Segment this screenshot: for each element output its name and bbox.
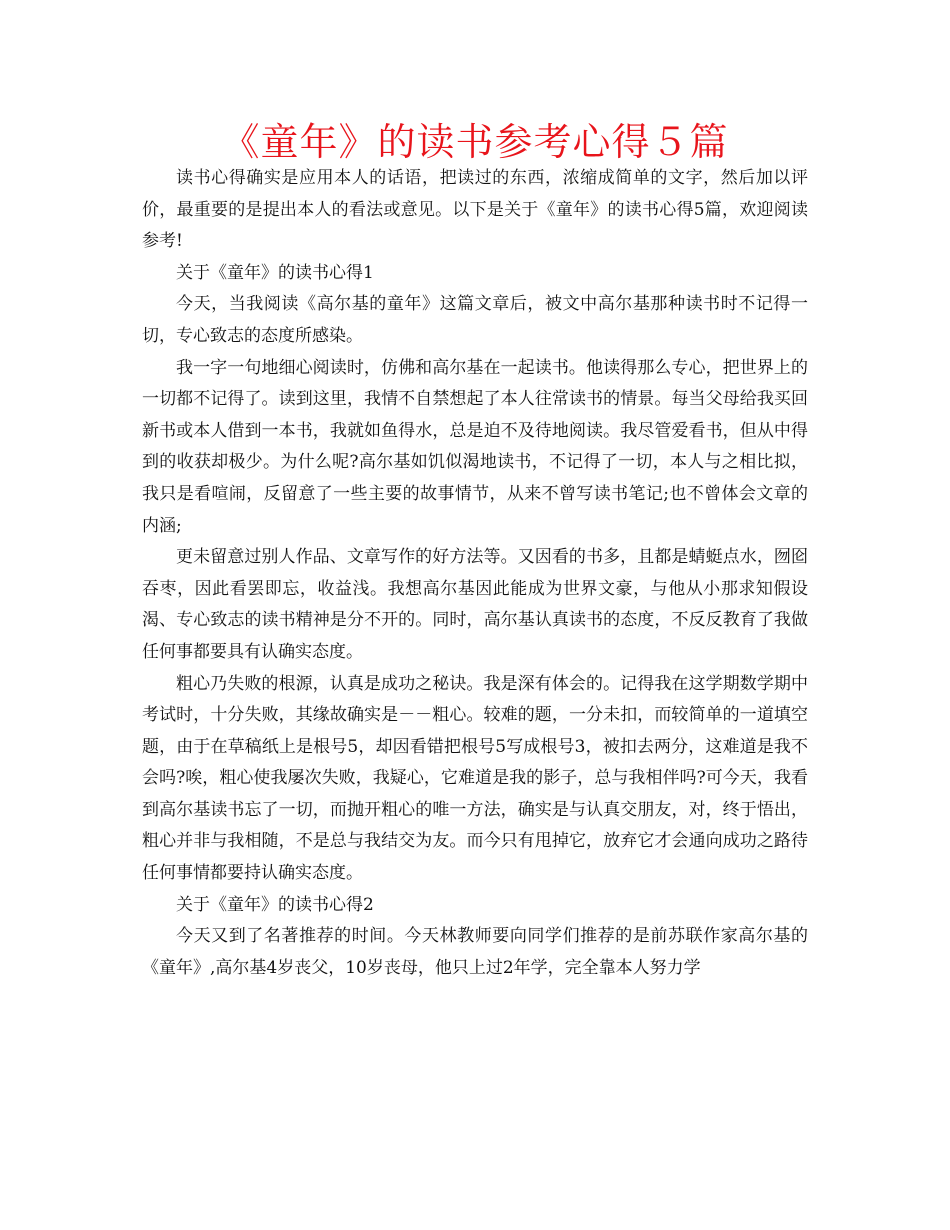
document-body — [142, 163, 808, 984]
body-paragraph: 今天又到了名著推荐的时间。今天林教师要向同学们推荐的是前苏联作家高尔基的《童年》,高尔基4岁丧父，10岁丧母，他只上过2年学，完全靠本人努力学 — [142, 926, 808, 978]
body-paragraph: 更未留意过别人作品、文章写作的好方法等。又因看的书多，且都是蜻蜓点水，囫囵吞枣，因此看罢即忘，收益浅。我想高尔基因此能成为世界文豪，与他从小那求知假设渴、专心致志的读书精神是分不开的。同时，高尔基认真读书的态度，不反反教育了我做任何事都要具有认确实态度。 — [142, 547, 808, 662]
section-heading: 关于《童年》的读书心得1 — [176, 262, 374, 283]
section-heading: 关于《童年》的读书心得2 — [176, 894, 374, 915]
body-paragraph: 我一字一句地细心阅读时，仿佛和高尔基在一起读书。他读得那么专心，把世界上的一切都不记得了。读到这里，我情不自禁想起了本人往常读书的情景。每当父母给我买回新书或本人借到一本书，我就如鱼得水，总是迫不及待地阅读。我尽管爱看书，但从中得到的收获却极少。为什么呢?高尔基如饥似渴地读书，不记得了一切，本人与之相比拟，我只是看喧闹，反留意了一些主要的故事情节，从来不曾写读书笔记;也不曾体会文章的内涵; — [142, 357, 808, 536]
page-title: 《童年》的读书参考心得５篇 — [221, 120, 729, 164]
body-paragraph: 粗心乃失败的根源，认真是成功之秘诀。我是深有体会的。记得我在这学期数学期中考试时，十分失败，其缘故确实是－－粗心。较难的题，一分未扣，而较简单的一道填空题，由于在草稿纸上是根号5，却因看错把根号5写成根号3，被扣去两分，这难道是我不会吗?唉，粗心使我屡次失败，我疑心，它难道是我的影子，总与我相伴吗?可今天，我看到高尔基读书忘了一切，而抛开粗心的唯一方法，确实是与认真交朋友，对，终于悟出，粗心并非与我相随，不是总与我结交为友。而今只有甩掉它，放弃它才会通向成功之路待任何事情都要持认确实态度。 — [142, 673, 808, 884]
intro-paragraph: 读书心得确实是应用本人的话语，把读过的东西，浓缩成简单的文字，然后加以评价，最重要的是提出本人的看法或意见。以下是关于《童年》的读书心得5篇，欢迎阅读参考! — [142, 168, 808, 252]
body-paragraph: 今天，当我阅读《高尔基的童年》这篇文章后，被文中高尔基那种读书时不记得一切，专心致志的态度所感染。 — [142, 294, 808, 346]
